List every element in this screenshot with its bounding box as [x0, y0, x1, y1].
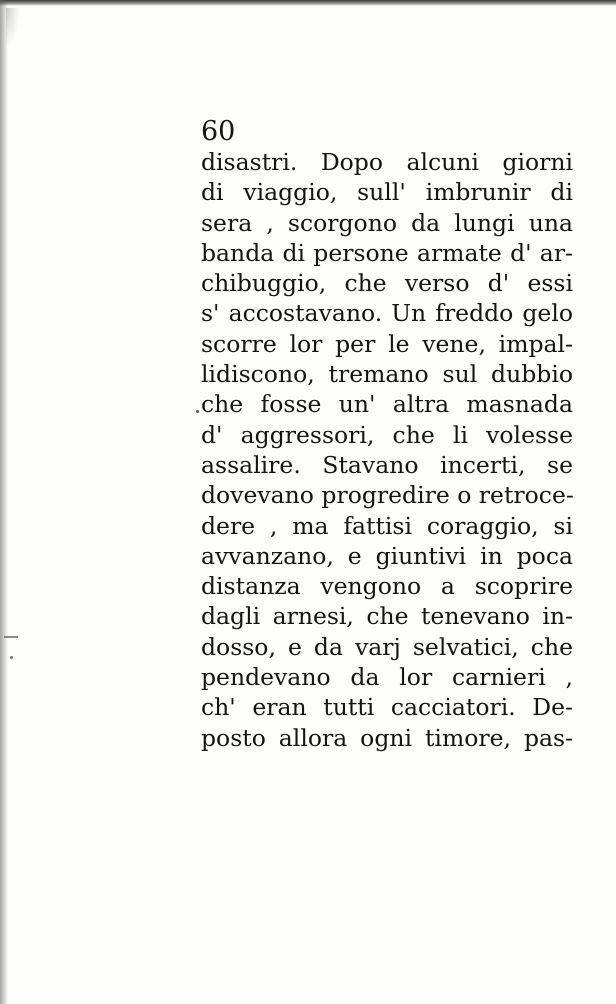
text-line: lidiscono, tremano sul dubbio — [201, 360, 573, 389]
text-line: posto allora ogni timore, pas- — [201, 723, 573, 752]
text-line: pendevano da lor carnieri , — [201, 663, 573, 692]
text-line: d' aggressori, che li volesse — [201, 420, 573, 449]
text-line: banda di persone armate d' ar- — [201, 238, 573, 267]
body-text — [201, 147, 573, 753]
text-line: sera , scorgono da lungi una — [201, 208, 573, 237]
scan-top-edge — [0, 0, 616, 6]
text-line: assalire. Stavano incerti, se — [201, 450, 573, 479]
scan-left-edge — [0, 0, 8, 1004]
text-line: avvanzano, e giuntivi in poca — [201, 541, 573, 570]
margin-dot-mark — [10, 656, 13, 659]
text-line: di viaggio, sull' imbrunir di — [201, 178, 573, 207]
text-line: dosso, e da varj selvatici, che — [201, 632, 573, 661]
text-line: che fosse un' altra masnada — [201, 390, 573, 419]
text-line: ch' eran tutti cacciatori. De- — [201, 693, 573, 722]
text-line: dere , ma fattisi coraggio, si — [201, 511, 573, 540]
text-line: dagli arnesi, che tenevano in- — [201, 602, 573, 631]
text-line: distanza vengono a scoprire — [201, 572, 573, 601]
text-line: dovevano progredire o retroce- — [201, 481, 574, 510]
text-line: scorre lor per le vene, impal- — [201, 329, 573, 358]
text-line: disastri. Dopo alcuni giorni — [201, 148, 573, 176]
ink-speck — [196, 410, 199, 413]
scan-corner-shadow — [6, 8, 20, 48]
page-number: 60 — [201, 116, 236, 147]
text-line: s' accostavano. Un freddo gelo — [201, 299, 573, 328]
margin-tick-mark — [4, 636, 18, 638]
text-line: chibuggio, che verso d' essi — [201, 269, 573, 298]
